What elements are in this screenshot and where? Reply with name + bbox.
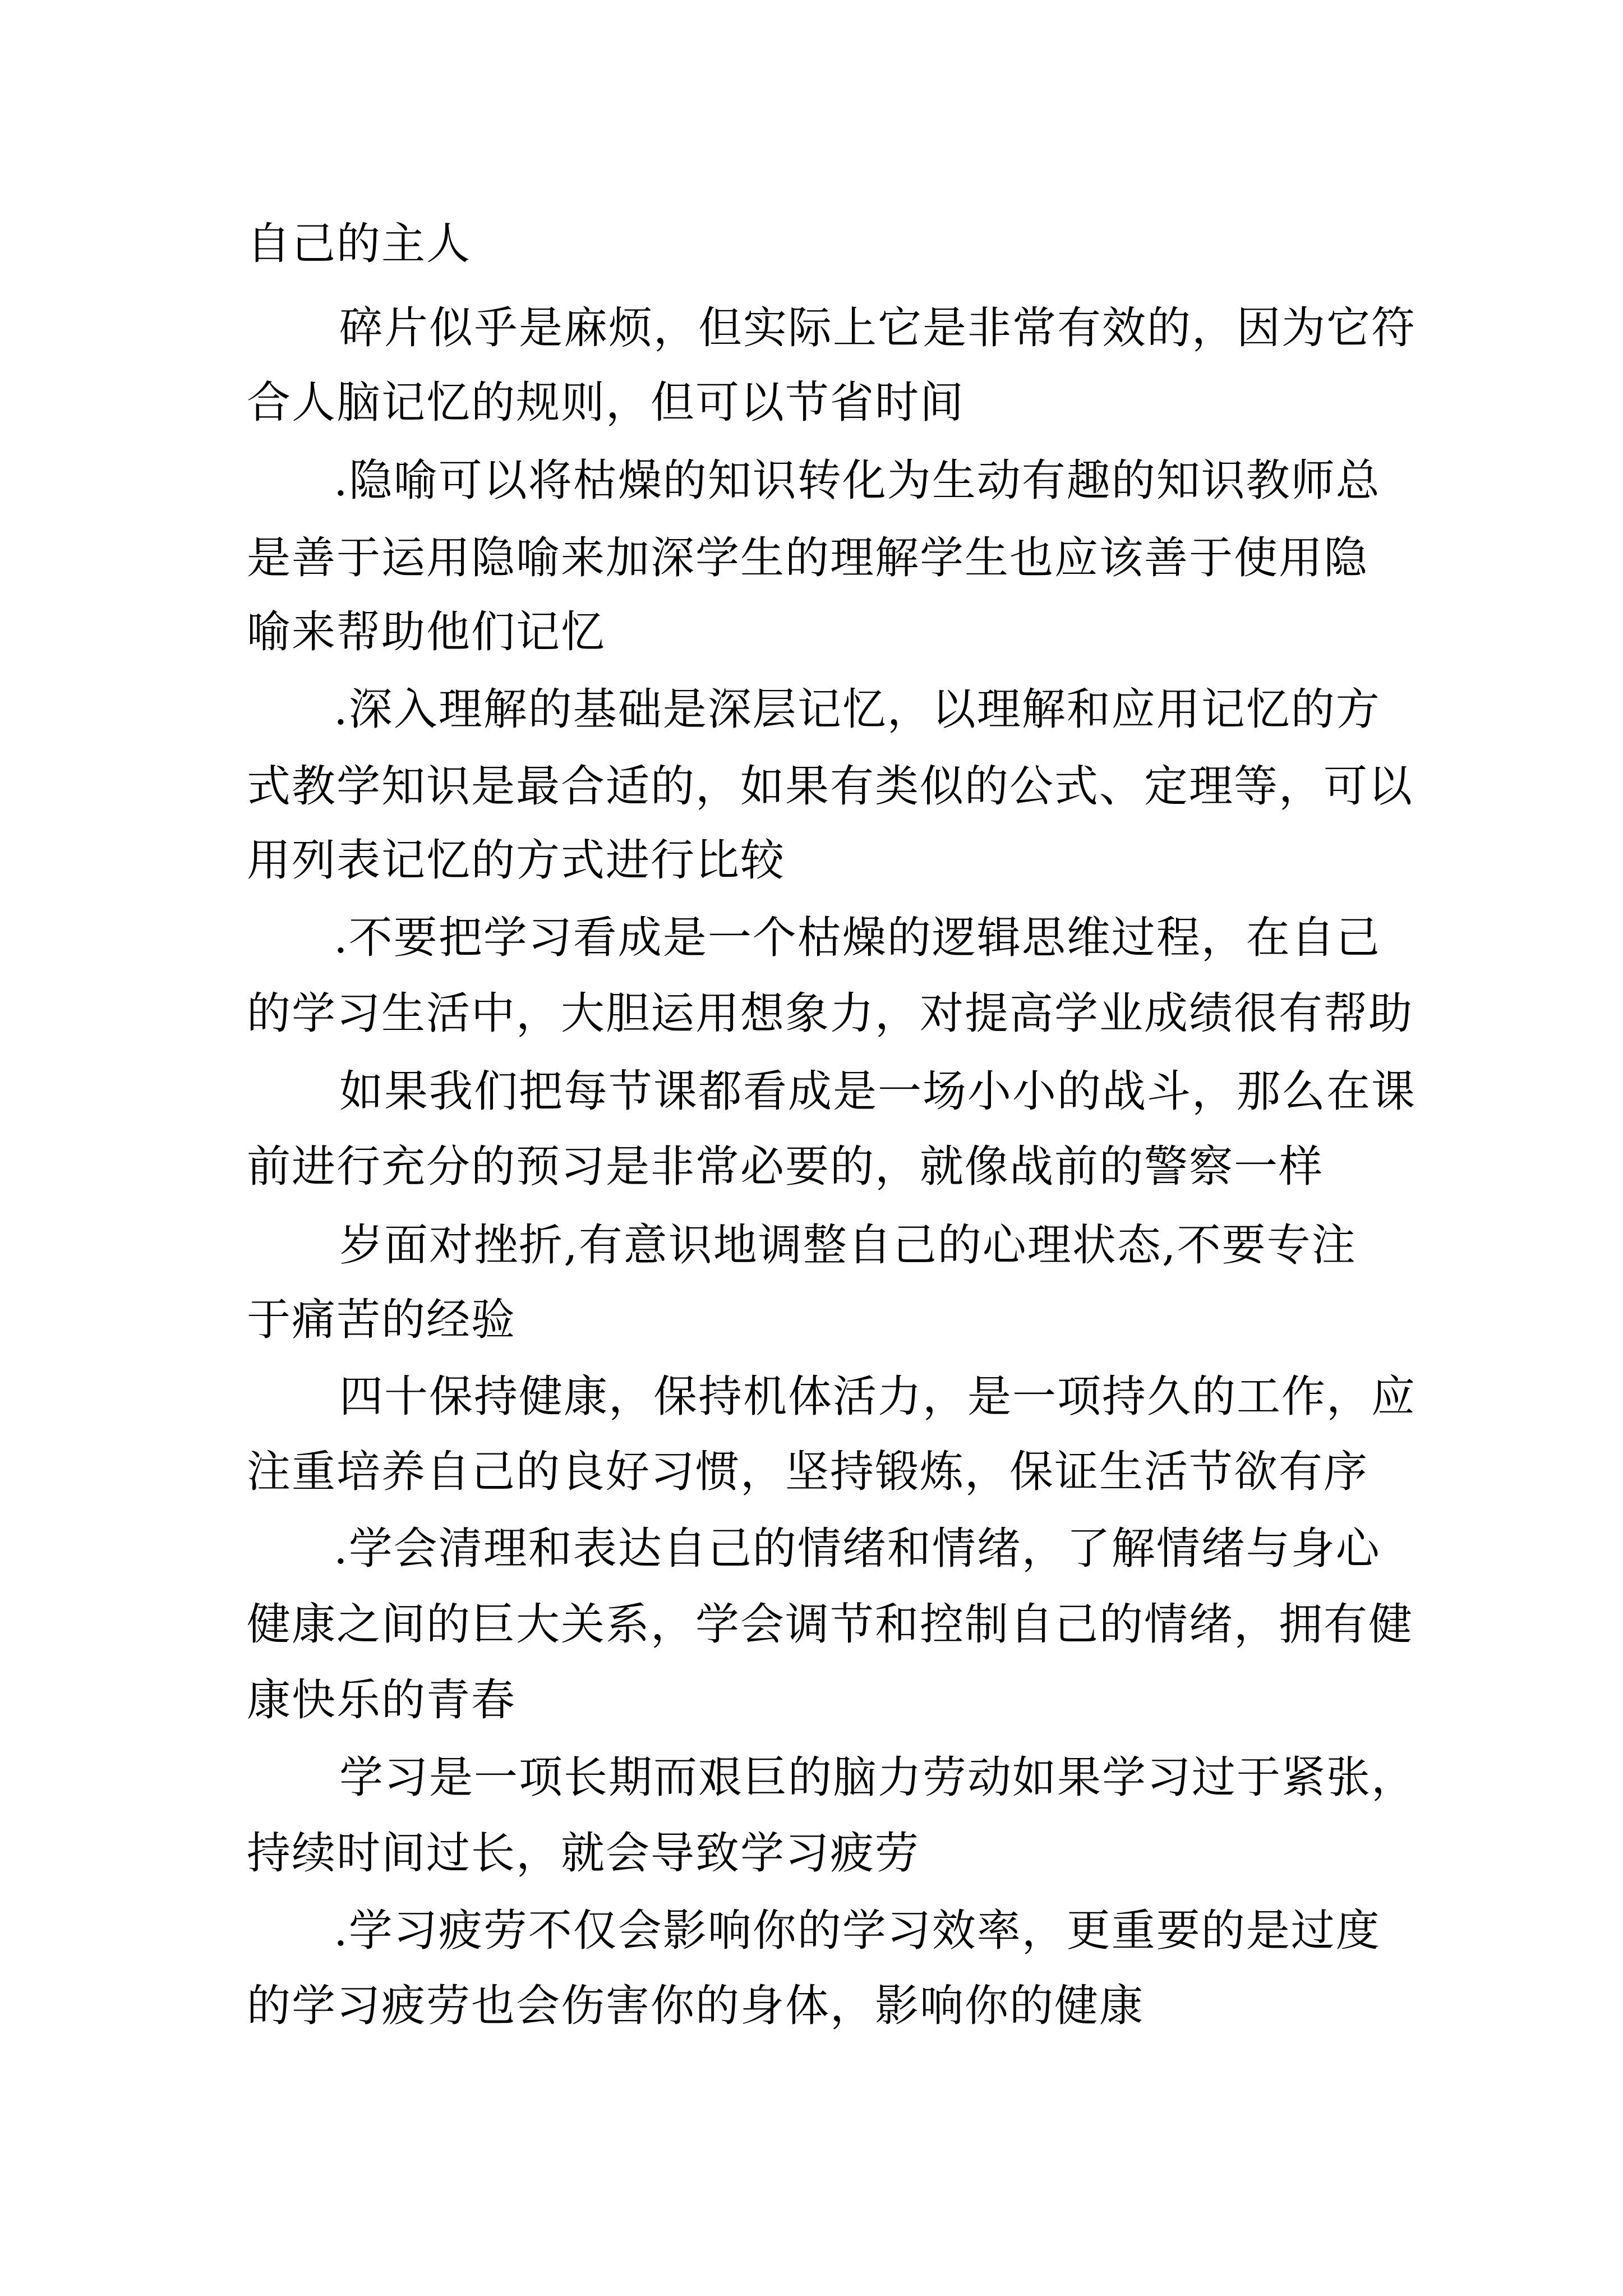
text-line: 健康之间的巨大关系，学会调节和控制自己的情绪，拥有健 [247, 1599, 1414, 1650]
text-line: .学会清理和表达自己的情绪和情绪，了解情绪与身心 [334, 1524, 1381, 1574]
text-line: 岁面对挫折,有意识地调整自己的心理状态,不要专注 [339, 1220, 1357, 1271]
text-line: 式教学知识是最合适的，如果有类似的公式、定理等，可以 [247, 761, 1414, 812]
text-line: .学习疲劳不仅会影响你的学习效率，更重要的是过度 [334, 1906, 1381, 1956]
text-line: .深入理解的基础是深层记忆，以理解和应用记忆的方 [334, 684, 1381, 735]
text-line: 于痛苦的经验 [247, 1295, 517, 1345]
text-line: .隐喻可以将枯燥的知识转化为生动有趣的知识教师总 [334, 455, 1381, 506]
text-line: 学习是一项长期而艰巨的脑力劳动如果学习过于紧张， [339, 1752, 1417, 1803]
text-line: 用列表记忆的方式进行比较 [247, 835, 786, 886]
text-line: 碎片似乎是麻烦，但实际上它是非常有效的，因为它符 [339, 303, 1417, 353]
text-line: 是善于运用隐喻来加深学生的理解学生也应该善于使用隐 [247, 533, 1369, 583]
text-line: 注重培养自己的良好习惯，坚持锻炼，保证生活节欲有序 [247, 1447, 1369, 1497]
text-line: 前进行充分的预习是非常必要的，就像战前的警察一样 [247, 1142, 1324, 1192]
text-line: 自己的主人 [247, 219, 472, 269]
text-line: 的学习生活中，大胆运用想象力，对提高学业成绩很有帮助 [247, 988, 1414, 1039]
text-line: 四十保持健康，保持机体活力，是一项持久的工作，应 [339, 1372, 1417, 1422]
text-line: 喻来帮助他们记忆 [247, 607, 606, 657]
text-line: 合人脑记忆的规则，但可以节省时间 [247, 378, 965, 428]
text-line: 康快乐的青春 [247, 1675, 517, 1726]
text-line: 如果我们把每节课都看成是一场小小的战斗，那么在课 [339, 1066, 1417, 1117]
text-line: .不要把学习看成是一个枯燥的逻辑思维过程，在自己 [334, 913, 1381, 963]
text-line: 持续时间过长，就会导致学习疲劳 [247, 1828, 920, 1879]
text-line: 的学习疲劳也会伤害你的身体，影响你的健康 [247, 1981, 1145, 2031]
